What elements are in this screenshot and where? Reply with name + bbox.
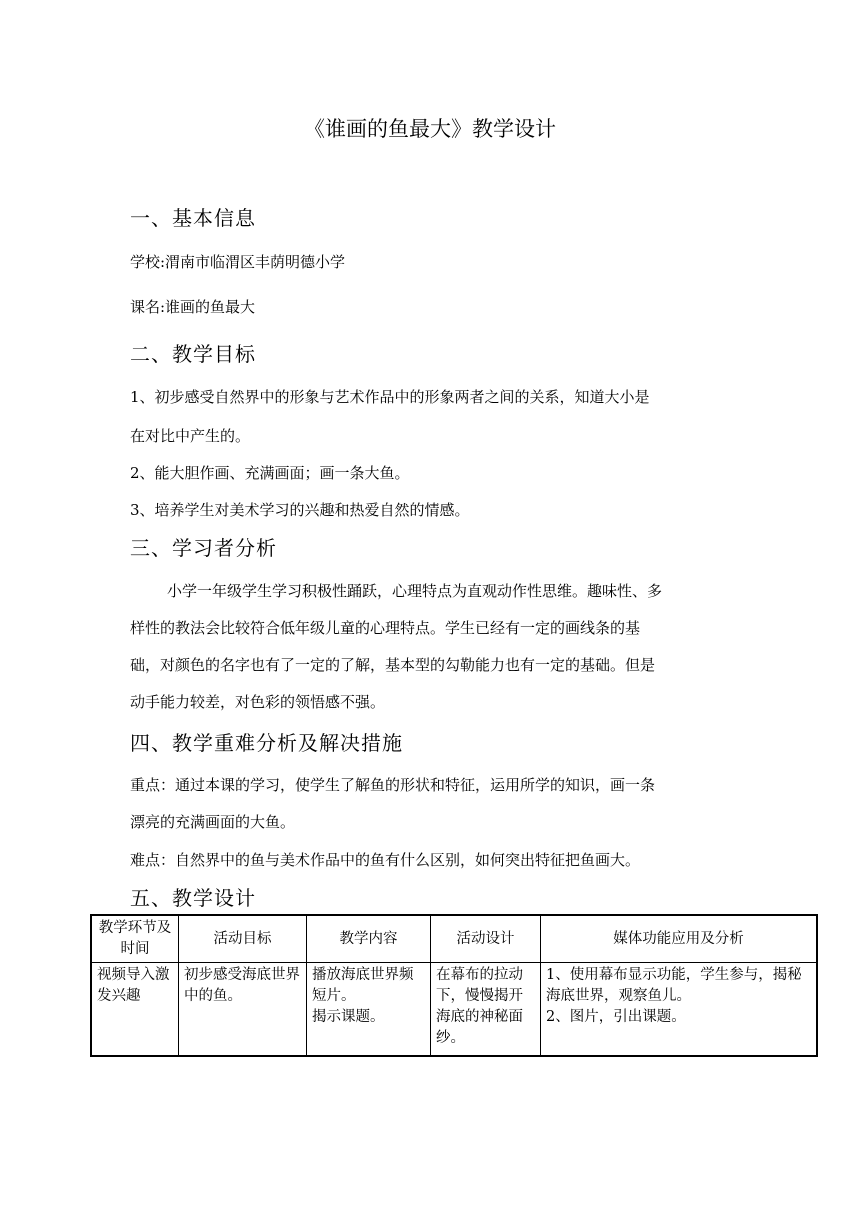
learner-line: 样性的教法会比较符合低年级儿童的心理特点。学生已经有一定的画线条的基 [130, 619, 641, 637]
table-cell [307, 963, 431, 1057]
course-line: 课名:谁画的鱼最大 [130, 298, 256, 316]
header-cell: 活动目标 [179, 915, 307, 963]
section-heading-design: 五、教学设计 [130, 886, 256, 910]
table-cell: 初步感受海底世界中的鱼。 [179, 963, 307, 1057]
school-line: 学校:渭南市临渭区丰荫明德小学 [130, 253, 346, 271]
section-heading-learners: 三、学习者分析 [130, 536, 277, 560]
section-heading-keypoints: 四、教学重难分析及解决措施 [130, 731, 403, 755]
keypoint-line: 难点：自然界中的鱼与美术作品中的鱼有什么区别，如何突出特征把鱼画大。 [130, 851, 641, 869]
document-title: 《谁画的鱼最大》教学设计 [304, 117, 556, 141]
goal-line: 3、培养学生对美术学习的兴趣和热爱自然的情感。 [130, 501, 470, 519]
goal-line: 1、初步感受自然界中的形象与艺术作品中的形象两者之间的关系，知道大小是 [130, 388, 650, 406]
header-cell: 媒体功能应用及分析 [541, 915, 818, 963]
keypoint-line: 重点：通过本课的学习，使学生了解鱼的形状和特征，运用所学的知识，画一条 [130, 776, 656, 794]
table-header-row [91, 915, 817, 963]
table-cell [541, 963, 818, 1057]
cell-line: 1、使用幕布显示功能，学生参与，揭秘海底世界，观察鱼儿。 [546, 967, 802, 1004]
table-cell: 在幕布的拉动下，慢慢揭开海底的神秘面纱。 [431, 963, 541, 1057]
table-row [91, 963, 817, 1057]
teaching-design-table [90, 914, 818, 1057]
header-cell: 活动设计 [431, 915, 541, 963]
table-cell: 视频导入激发兴趣 [91, 963, 179, 1057]
learner-line: 小学一年级学生学习积极性踊跃，心理特点为直观动作性思维。趣味性、多 [167, 582, 663, 600]
section-heading-goals: 二、教学目标 [130, 342, 256, 366]
goal-line: 2、能大胆作画、充满画面；画一条大鱼。 [130, 464, 410, 482]
cell-line: 播放海底世界频短片。 [312, 967, 414, 1004]
cell-line: 揭示课题。 [312, 1009, 385, 1025]
learner-line: 础，对颜色的名字也有了一定的了解，基本型的勾勒能力也有一定的基础。但是 [130, 656, 656, 674]
section-heading-basic-info: 一、基本信息 [130, 206, 256, 230]
header-cell: 教学环节及时间 [91, 915, 179, 963]
header-cell: 教学内容 [307, 915, 431, 963]
cell-line: 2、图片，引出课题。 [546, 1009, 686, 1025]
learner-line: 动手能力较差，对色彩的领悟感不强。 [130, 693, 386, 711]
goal-line: 在对比中产生的。 [130, 427, 251, 445]
keypoint-line: 漂亮的充满画面的大鱼。 [130, 813, 296, 831]
